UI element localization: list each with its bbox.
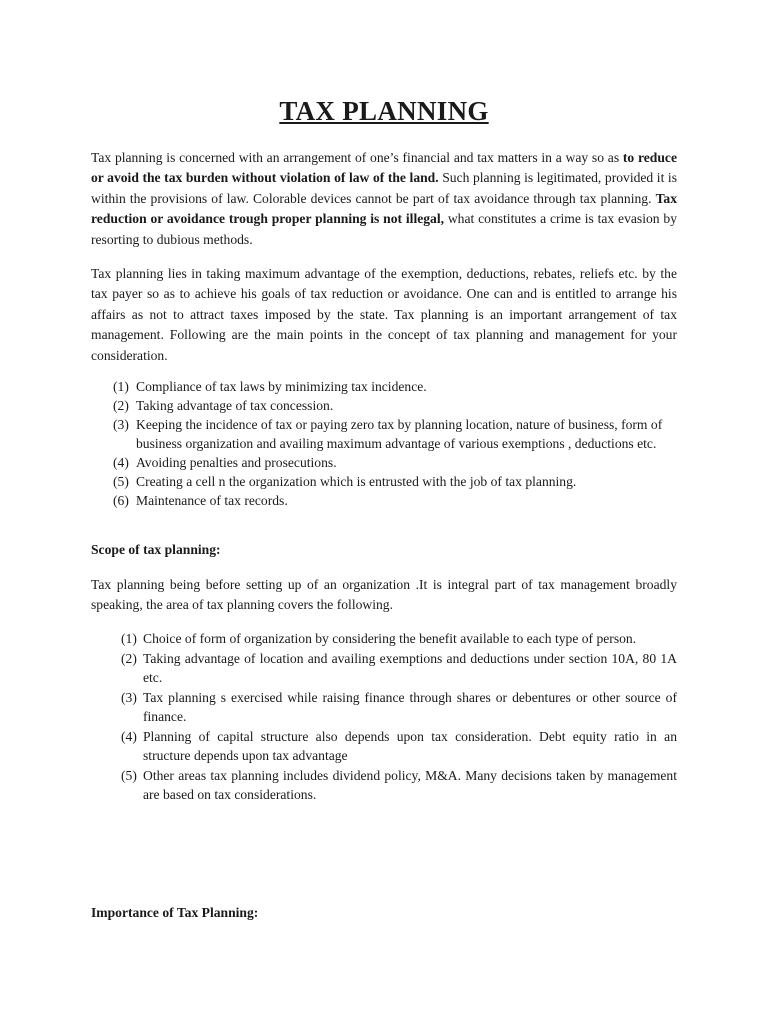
list-item-number: (2) — [121, 650, 137, 666]
list-item — [121, 727, 677, 766]
list-item-number: (5) — [113, 474, 129, 489]
list-item-text: Compliance of tax laws by minimizing tax incidence. — [136, 379, 427, 394]
list-item-number: (6) — [113, 493, 129, 508]
list-item — [121, 649, 677, 688]
list-item-number: (2) — [113, 398, 129, 413]
list-item-number: (1) — [121, 631, 137, 646]
intro-text-1: Tax planning is concerned with an arrangement of one’s financial and tax matters in a way so as — [91, 150, 623, 165]
intro-bold-2: Tax reduction or avoidance trough proper planning is not illegal, — [91, 190, 677, 227]
list-item-text: Taking advantage of tax concession. — [136, 398, 334, 413]
list-item-number: (3) — [121, 689, 137, 705]
list-item — [113, 472, 679, 491]
concept-paragraph: Tax planning lies in taking maximum advantage of the exemption, deductions, rebates, reliefs etc. by the tax payer so as to achieve his goals of tax reduction or avoidance. One can and is entitled to arrange his affairs as not to attract taxes imposed by the state. Tax planning is an important arrangement of tax management. Following are the main points in the concept of tax planning and management for your consideration. — [91, 266, 677, 363]
intro-bold-1: to reduce or avoid the tax burden without violation of law of the land. — [91, 150, 677, 186]
list-item-text: Other areas tax planning includes dividend policy, M&A. Many decisions taken by management are based on tax considerations. — [143, 767, 677, 802]
intro-text-2: Such planning is legitimated, provided it is within the provisions of law. Colorable devices cannot be part of tax avoidance through tax planning. — [91, 170, 677, 206]
list-item-number: (5) — [121, 767, 137, 783]
list-item-text: Keeping the incidence of tax or paying zero tax by planning location, nature of business, form of business organization and availing maximum advantage of various exemptions , deductions etc. — [136, 417, 663, 451]
list-item — [121, 688, 677, 727]
list-item-text: Maintenance of tax records. — [136, 493, 288, 508]
list-item — [113, 491, 679, 510]
list-item-text: Planning of capital structure also depends upon tax consideration. Debt equity ratio in an structure depends upon tax advantage — [143, 728, 677, 763]
page-title: TAX PLANNING — [279, 96, 489, 126]
list-item — [113, 377, 679, 396]
list-item — [113, 396, 679, 415]
list-item-text: Tax planning s exercised while raising finance through shares or debentures or other source of finance. — [143, 689, 677, 724]
scope-points-list — [121, 629, 677, 805]
list-item-number: (4) — [113, 455, 129, 470]
list-item-number: (4) — [121, 728, 137, 744]
intro-paragraph — [91, 148, 677, 250]
list-item-text: Choice of form of organization by considering the benefit available to each type of person. — [143, 631, 637, 646]
scope-heading: Scope of tax planning: — [91, 542, 221, 557]
list-item — [113, 453, 679, 472]
list-item-number: (3) — [113, 417, 129, 432]
importance-heading: Importance of Tax Planning: — [91, 905, 259, 920]
scope-paragraph: Tax planning being before setting up of an organization .It is integral part of tax management broadly speaking, the area of tax planning covers the following. — [91, 577, 677, 613]
list-item-text: Creating a cell n the organization which is entrusted with the job of tax planning. — [136, 474, 577, 489]
list-item-text: Avoiding penalties and prosecutions. — [136, 455, 337, 470]
list-item — [121, 629, 677, 649]
tax-planning-points-list — [113, 377, 679, 510]
list-item-number: (1) — [113, 379, 129, 394]
list-item — [113, 415, 679, 453]
list-item-text: Taking advantage of location and availing exemptions and deductions under section 10A, 80 1A etc. — [143, 650, 677, 685]
intro-text-3: what constitutes a crime is tax evasion by resorting to dubious methods. — [91, 211, 677, 247]
list-item — [121, 766, 677, 805]
